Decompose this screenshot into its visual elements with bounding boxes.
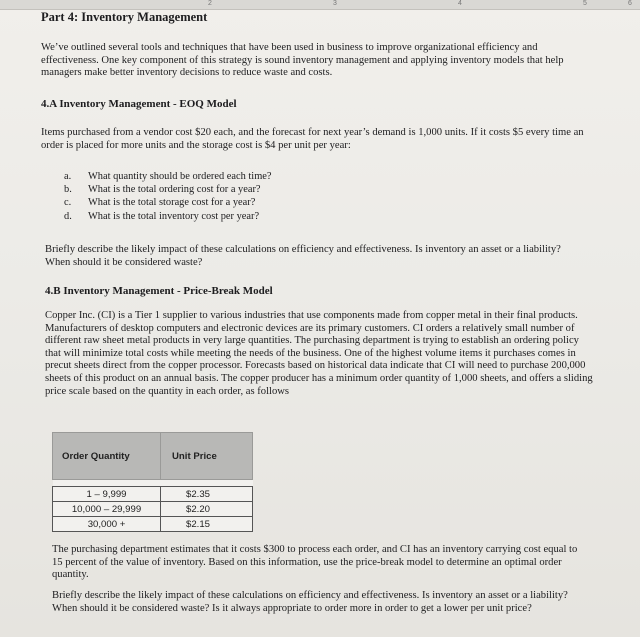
section-a-problem: Items purchased from a vendor cost $20 each, and the forecast for next year’s demand is 1,000 units. If it costs $5 every time an order is placed for more units and the storage cost is $4 per unit per year: [41,127,584,151]
ruler-mark: 6 [628,0,632,7]
list-item [64,183,272,196]
list-letter: c. [64,197,72,209]
section-b-title: 4.B Inventory Management - Price-Break Model [45,285,273,297]
list-text: What quantity should be ordered each time? [88,171,272,182]
intro-paragraph: We’ve outlined several tools and techniques that have been used in business to improve organizational efficiency and effectiveness. One key component of this strategy is sound inventory management and applying inventory models that help managers make better inventory decisions to reduce waste and costs. [41,42,564,79]
column-header-order-quantity: Order Quantity [53,433,161,480]
question-list [64,170,272,223]
list-item [64,210,272,223]
column-header-unit-price: Unit Price [161,433,253,480]
ruler-mark: 3 [333,0,337,7]
list-letter: b. [64,184,72,196]
list-text: What is the total ordering cost for a year? [88,184,261,196]
ruler [0,0,640,10]
list-item [64,196,272,209]
cell-quantity: 10,000 – 29,999 [53,502,161,517]
list-text: What is the total storage cost for a year? [88,197,256,209]
section-b-body: Copper Inc. (CI) is a Tier 1 supplier to various industries that use components made from copper metal in their final products. Manufacturers of desktop computers and electronic devices are its primary customers. CI orders a relatively small number of different raw sheet metal products in very large quantities. The purchasing department is trying to establish an ordering policy that will minimize total costs while meeting the needs of the business. One of the highest volume items it purchases comes in precut sheets direct from the copper processor. Forecasts based on historical data indicate that CI will need to purchase 200,000 sheets of this product on an annual basis. The copper producer has a minimum order quantity of 1,000 sheets, and offers a sliding price scale based on the quantity in each order, as follows [45,310,593,397]
price-table [52,432,253,532]
page-heading: Part 4: Inventory Management [41,10,208,24]
section-b-estimate: The purchasing department estimates that it costs $300 to process each order, and CI has an inventory carrying cost equal to 15 percent of the value of inventory. Based on this information, use the price-break model to determine an optimal order quantity. [52,544,578,581]
list-item [64,170,272,183]
table-row [53,487,253,502]
cell-price: $2.15 [161,517,253,532]
section-a-title: 4.A Inventory Management - EOQ Model [41,98,237,110]
list-letter: d. [64,210,72,222]
ruler-mark: 4 [458,0,462,7]
table-row [53,502,253,517]
table-header-row [53,433,253,480]
section-a-reflection: Briefly describe the likely impact of these calculations on efficiency and effectiveness. Is inventory an asset or a liability? When should it be considered waste? [45,244,561,268]
ruler-mark: 2 [208,0,212,7]
ruler-mark: 5 [583,0,587,7]
list-text: What is the total inventory cost per year? [88,210,260,222]
table-spacer [53,480,253,487]
cell-quantity: 30,000 + [53,517,161,532]
cell-price: $2.20 [161,502,253,517]
table-row [53,517,253,532]
cell-price: $2.35 [161,487,253,502]
list-letter: a. [64,171,72,182]
cell-quantity: 1 – 9,999 [53,487,161,502]
section-b-reflection: Briefly describe the likely impact of these calculations on efficiency and effectiveness. Is inventory an asset or a liability? When should it be considered waste? Is it always appropriate to order more in order to get a lower per unit price? [52,590,568,614]
